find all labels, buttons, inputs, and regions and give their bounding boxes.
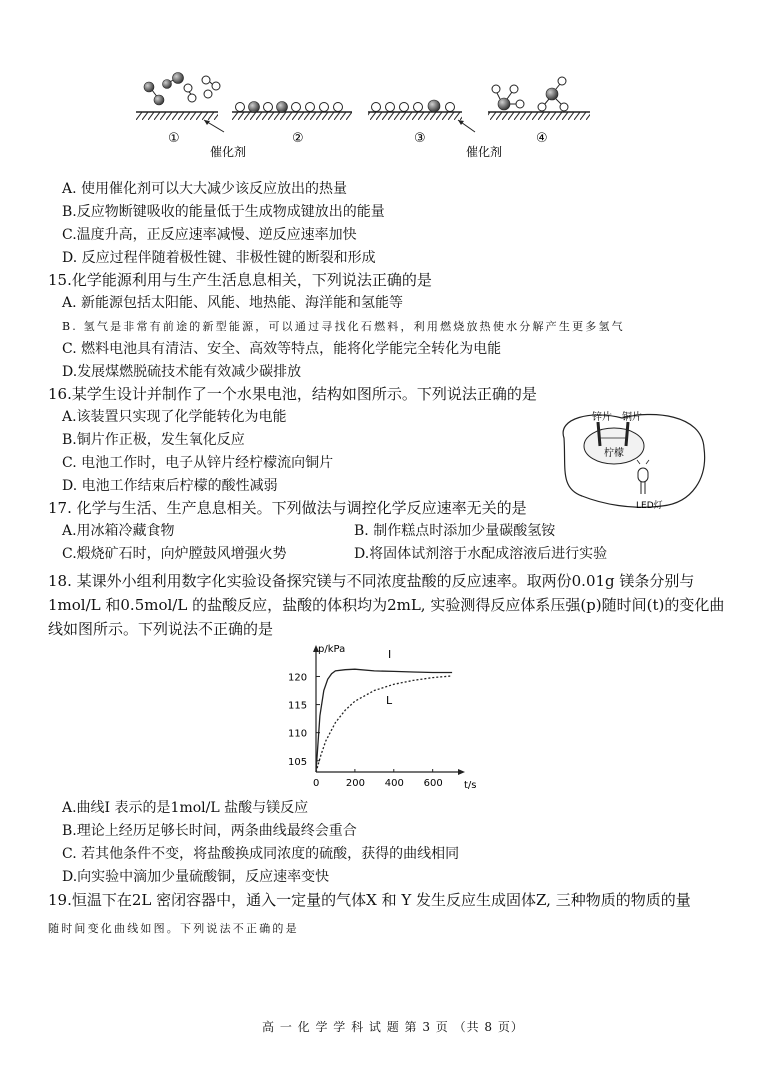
fruit-battery-figure <box>552 408 712 518</box>
q19-stem-line-1: 19.恒温下在2L 密闭容器中，通入一定量的气体X 和 Y 发生反应生成固体Z, 三种物质的物质的量 <box>48 891 691 909</box>
q15-option-c: C. 燃料电池具有清洁、安全、高效等特点，能将化学能完全转化为电能 <box>62 341 502 357</box>
q18-option-d: D.向实验中滴加少量硫酸铜，反应速率变快 <box>62 869 330 885</box>
q17-option-d: D.将固体试剂溶于水配成溶液后进行实验 <box>354 546 608 562</box>
q16-option-c: C. 电池工作时，电子从锌片经柠檬流向铜片 <box>62 455 334 471</box>
q16-stem: 16.某学生设计并制作了一个水果电池，结构如图所示。下列说法正确的是 <box>48 385 537 403</box>
zinc-label: 锌片 <box>592 412 612 423</box>
y-tick-label: 105 <box>288 756 308 768</box>
q17-stem: 17. 化学与生活、生产息息相关。下列做法与调控化学反应速率无关的是 <box>48 499 527 517</box>
y-tick-label: 110 <box>288 728 308 740</box>
series-line-L <box>316 676 452 772</box>
surface-2 <box>232 112 352 120</box>
series-label-I: I <box>388 648 392 661</box>
surface-4 <box>488 112 590 120</box>
series-line-I <box>316 669 452 772</box>
stage-label: ③ <box>414 131 426 146</box>
q16-option-d: D. 电池工作结束后柠檬的酸性减弱 <box>62 478 278 494</box>
stage-3-molecules <box>372 100 455 112</box>
q17-option-a: A.用冰箱冷藏食物 <box>62 523 175 539</box>
y-axis-label: p/kPa <box>318 644 346 655</box>
q18-stem-line-2: 1mol/L 和0.5mol/L 的盐酸反应，盐酸的体积均为2mL, 实验测得反应体系压强(p)随时间(t)的变化曲 <box>48 596 725 614</box>
q14-option-d: D. 反应过程伴随着极性键、非极性键的断裂和形成 <box>62 250 376 266</box>
q18-stem-line-3: 线如图所示。下列说法不正确的是 <box>48 620 274 638</box>
x-axis-arrow <box>458 769 465 775</box>
q18-option-c: C. 若其他条件不变，将盐酸换成同浓度的硫酸，获得的曲线相同 <box>62 846 460 862</box>
zinc-plate <box>598 422 600 446</box>
led-label: LED灯 <box>636 501 663 511</box>
copper-label: 铜片 <box>622 412 642 423</box>
q15-option-a: A. 新能源包括太阳能、风能、地热能、海洋能和氢能等 <box>62 295 404 311</box>
q16-option-b: B.铜片作正极，发生氧化反应 <box>62 432 245 448</box>
lemon-label: 柠檬 <box>604 448 624 459</box>
q18-stem-line-1: 18. 某课外小组利用数字化实验设备探究镁与不同浓度盐酸的反应速率。取两份0.01g 镁条分别与 <box>48 572 695 590</box>
stage-label: ① <box>168 131 180 146</box>
q18-option-a: A.曲线I 表示的是1mol/L 盐酸与镁反应 <box>62 800 309 816</box>
copper-plate <box>626 422 628 446</box>
q15-option-b: B. 氢气是非常有前途的新型能源，可以通过寻找化石燃料，利用燃烧放热使水分解产生更多氢气 <box>62 320 625 333</box>
q15-option-d: D.发展煤燃脱硫技术能有效减少碳排放 <box>62 364 302 380</box>
x-tick-label: 200 <box>345 778 365 789</box>
q19-stem-line-2: 随时间变化曲线如图。下列说法不正确的是 <box>48 922 299 935</box>
q16-option-a: A.该装置只实现了化学能转化为电能 <box>62 409 287 425</box>
catalyst-mechanism-figure <box>130 72 600 162</box>
q14-option-a: A. 使用催化剂可以大大减少该反应放出的热量 <box>62 181 348 197</box>
stage-4-molecules <box>492 77 568 111</box>
catalyst-label: 催化剂 <box>466 145 503 159</box>
q18-option-b: B.理论上经历足够长时间，两条曲线最终会重合 <box>62 823 357 839</box>
stage-label: ④ <box>536 131 548 146</box>
y-tick-label: 115 <box>288 700 308 712</box>
q14-option-c: C.温度升高，正反应速率减慢、逆反应速率加快 <box>62 227 357 243</box>
x-tick-label: 0 <box>313 778 320 789</box>
q17-option-c: C.煅烧矿石时，向炉膛鼓风增强火势 <box>62 546 287 562</box>
led-icon <box>637 460 649 494</box>
q15-stem: 15.化学能源利用与生产生活息息相关，下列说法正确的是 <box>48 271 432 289</box>
x-tick-label: 400 <box>384 778 404 789</box>
stage-label: ② <box>292 131 304 146</box>
q17-option-b: B. 制作糕点时添加少量碳酸氢铵 <box>354 523 556 539</box>
page-footer: 高 一 化 学 学 科 试 题 第 3 页 （共 8 页） <box>262 1020 524 1034</box>
wire-loop <box>563 414 705 507</box>
catalyst-label: 催化剂 <box>210 145 247 159</box>
x-axis-label: t/s <box>464 780 476 791</box>
surface-3 <box>368 112 462 120</box>
stage-2-molecules <box>236 102 343 113</box>
x-tick-label: 600 <box>423 778 443 789</box>
surface-1 <box>136 112 218 120</box>
series-label-L: L <box>386 694 393 707</box>
y-tick-label: 120 <box>288 672 308 684</box>
stage-1-molecules <box>144 73 220 106</box>
q14-option-b: B.反应物断键吸收的能量低于生成物成键放出的能量 <box>62 204 385 220</box>
pressure-time-chart <box>276 640 476 800</box>
